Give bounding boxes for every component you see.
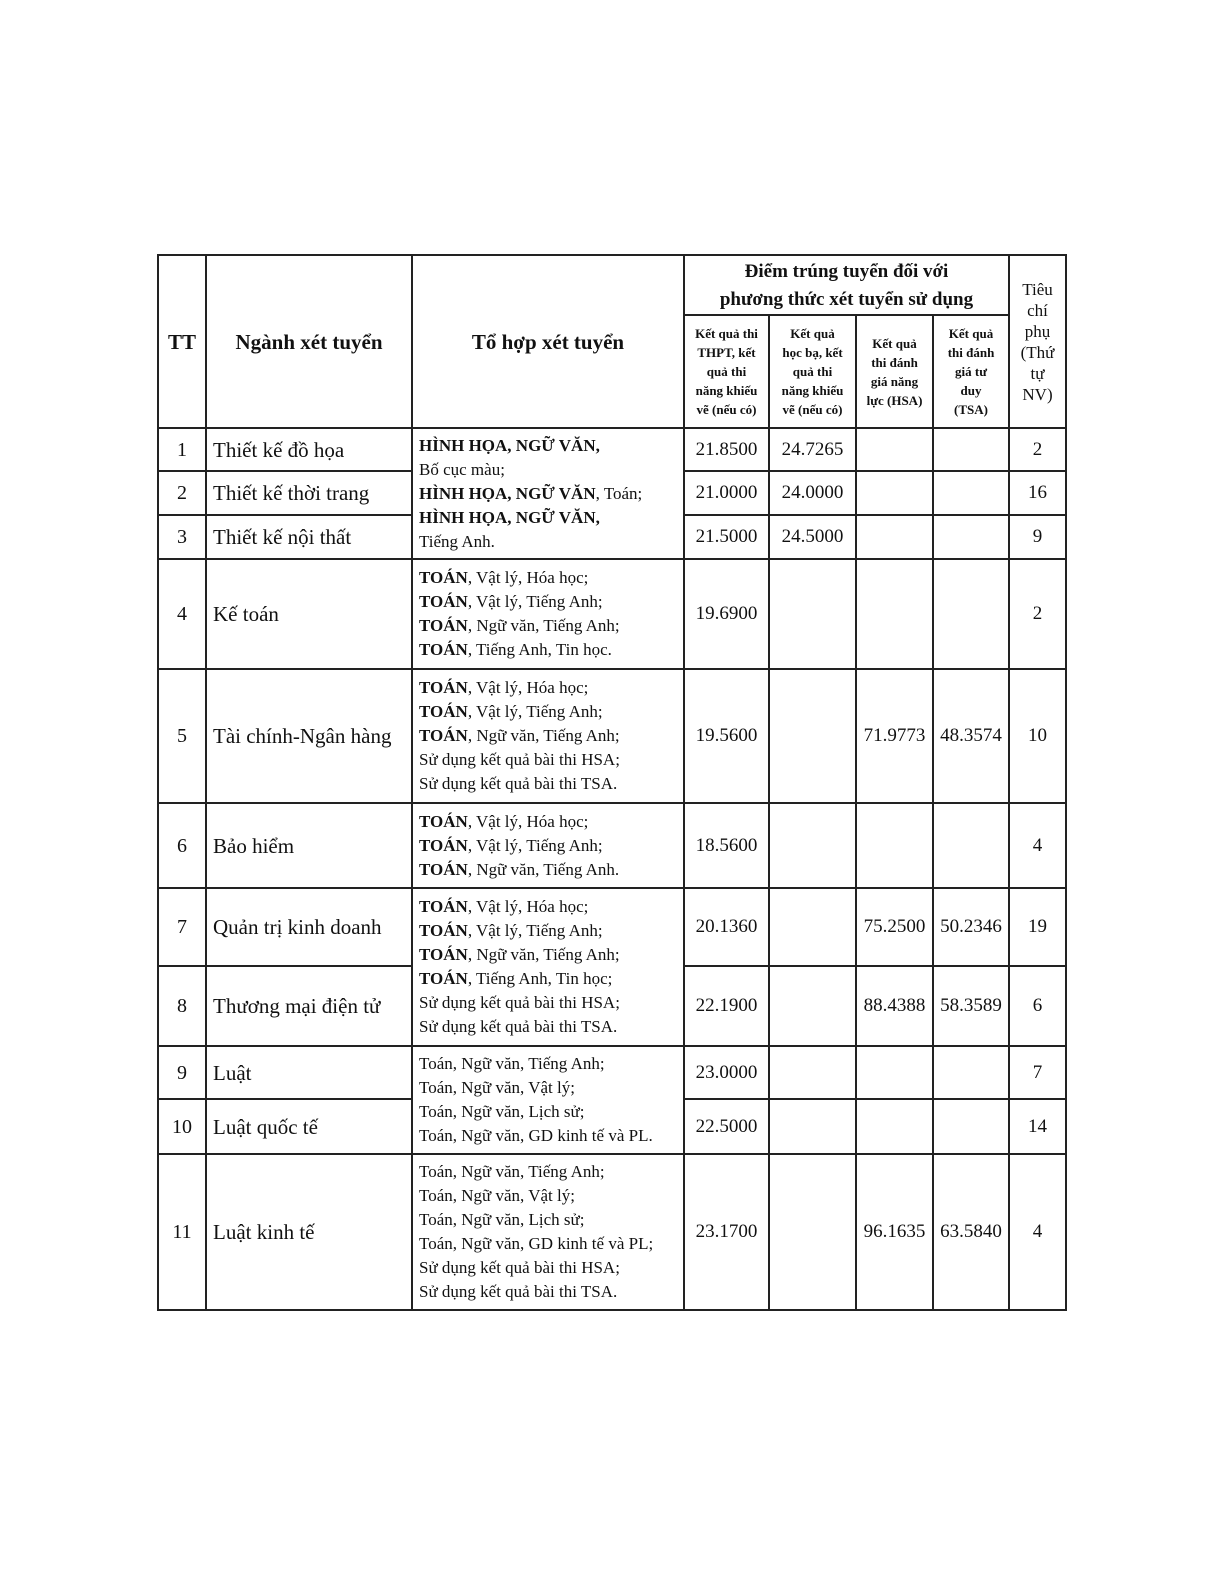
header-score-group [684, 255, 1009, 315]
combo-text: Toán, Ngữ văn, Vật lý; [419, 1186, 575, 1205]
score-hocba: 24.5000 [769, 515, 856, 559]
header-sub-line: quả thi [706, 364, 747, 379]
combo-text: , Ngữ văn, Tiếng Anh; [467, 726, 620, 745]
score-tsa: 50.2346 [933, 888, 1009, 966]
combo-bold: TOÁN [419, 616, 468, 635]
combo-bold: TOÁN [419, 835, 468, 855]
score-thpt: 20.1360 [684, 888, 769, 966]
combo-text: , Ngữ văn, Tiếng Anh; [467, 945, 620, 964]
header-hocba [769, 315, 856, 428]
score-thpt: 21.0000 [684, 471, 769, 515]
combo-line [419, 676, 683, 700]
header-side-line: NV) [1022, 384, 1053, 404]
combo-line [419, 700, 683, 724]
combo-line [419, 834, 683, 858]
combo-line [419, 1280, 683, 1304]
header-side-line: Tiêu [1022, 279, 1053, 299]
combo-bold: TOÁN [419, 640, 468, 659]
row-tt: 1 [158, 428, 206, 471]
combo-line [419, 482, 683, 506]
header-tsa [933, 315, 1009, 428]
score-tsa: 58.3589 [933, 966, 1009, 1046]
score-hsa [856, 471, 933, 515]
row-major: Luật [206, 1046, 412, 1099]
combo-text: Tiếng Anh. [419, 531, 495, 551]
combo-ketoan [412, 559, 684, 669]
combo-line [419, 724, 683, 748]
score-nv: 19 [1009, 888, 1066, 966]
score-thpt: 18.5600 [684, 803, 769, 888]
header-sub-line: giá năng [870, 373, 919, 389]
combo-text: , Toán; [595, 483, 643, 503]
combo-text: , Vật lý, Tiếng Anh; [467, 702, 603, 721]
row-tt: 7 [158, 888, 206, 966]
score-hsa [856, 1099, 933, 1154]
header-sub-line: lực (HSA) [866, 392, 923, 408]
combo-line [419, 772, 683, 796]
row-major: Thiết kế nội thất [206, 515, 412, 559]
combo-luatkt [412, 1154, 684, 1310]
combo-line [419, 1208, 683, 1232]
row-major: Bảo hiểm [206, 803, 412, 888]
combo-line [419, 638, 683, 662]
combo-bold: TOÁN [419, 859, 468, 879]
header-side-line: tự [1030, 363, 1045, 383]
header-sub-line: năng khiếu [695, 383, 758, 398]
score-tsa [933, 1046, 1009, 1099]
score-nv: 2 [1009, 559, 1066, 669]
row-major: Luật kinh tế [206, 1154, 412, 1310]
combo-text: Toán, Ngữ văn, Tiếng Anh; [419, 1162, 605, 1181]
combo-line [419, 895, 683, 919]
combo-line [419, 1232, 683, 1256]
combo-line [419, 614, 683, 638]
score-nv: 2 [1009, 428, 1066, 471]
header-thpt [684, 315, 769, 428]
combo-line [419, 967, 683, 991]
score-thpt: 23.0000 [684, 1046, 769, 1099]
combo-bold: TOÁN [419, 678, 468, 697]
combo-line [419, 1184, 683, 1208]
combo-line [419, 434, 683, 458]
combo-taichinh [412, 669, 684, 803]
combo-bold: TOÁN [419, 702, 468, 721]
score-tsa [933, 559, 1009, 669]
header-combo: Tổ hợp xét tuyển [412, 255, 684, 428]
combo-text: , Vật lý, Hóa học; [467, 678, 589, 697]
header-sub-line: Kết quả [872, 335, 917, 351]
score-tsa [933, 803, 1009, 888]
combo-bold: TOÁN [419, 969, 468, 988]
row-major: Quản trị kinh doanh [206, 888, 412, 966]
score-hsa [856, 428, 933, 471]
combo-bold: TOÁN [419, 921, 468, 940]
table-row [158, 1046, 1066, 1099]
header-sub-line: giá tư [955, 364, 987, 379]
score-tsa: 48.3574 [933, 669, 1009, 803]
combo-line [419, 858, 683, 882]
combo-bold: TOÁN [419, 945, 468, 964]
row-tt: 9 [158, 1046, 206, 1099]
combo-line [419, 530, 683, 554]
score-thpt: 19.5600 [684, 669, 769, 803]
table-row [158, 669, 1066, 803]
combo-line [419, 748, 683, 772]
score-hsa: 71.9773 [856, 669, 933, 803]
row-tt: 11 [158, 1154, 206, 1310]
table-row [158, 428, 1066, 471]
score-nv: 6 [1009, 966, 1066, 1046]
header-side-criteria [1009, 255, 1066, 428]
score-hocba [769, 1099, 856, 1154]
score-tsa [933, 515, 1009, 559]
combo-line [419, 1124, 683, 1148]
row-major: Thương mại điện tử [206, 966, 412, 1046]
header-tt: TT [158, 255, 206, 428]
score-hocba: 24.7265 [769, 428, 856, 471]
header-sub-line: THPT, kết [697, 345, 756, 360]
combo-line [419, 458, 683, 482]
header-major: Ngành xét tuyển [206, 255, 412, 428]
row-major: Thiết kế đồ họa [206, 428, 412, 471]
score-hocba [769, 1046, 856, 1099]
combo-line [419, 1160, 683, 1184]
combo-bold: TOÁN [419, 726, 468, 745]
header-sub-line: vẽ (nếu có) [696, 402, 757, 417]
header-sub-line: Kết quả thi [695, 326, 758, 341]
score-nv: 14 [1009, 1099, 1066, 1154]
header-hsa [856, 315, 933, 428]
combo-text: Bố cục màu; [419, 459, 505, 479]
header-sub-line: vẽ (nếu có) [782, 402, 843, 417]
row-tt: 5 [158, 669, 206, 803]
combo-text: Sử dụng kết quả bài thi HSA; [419, 750, 620, 769]
combo-text: , Ngữ văn, Tiếng Anh; [467, 616, 620, 635]
header-side-line: (Thứ [1020, 342, 1055, 362]
combo-design [412, 428, 684, 559]
combo-text: Sử dụng kết quả bài thi HSA; [419, 1258, 620, 1277]
table-row [158, 1154, 1066, 1310]
header-sub-line: duy [960, 383, 982, 398]
score-hsa [856, 515, 933, 559]
score-hocba [769, 669, 856, 803]
score-thpt: 19.6900 [684, 559, 769, 669]
combo-line [419, 590, 683, 614]
row-major: Thiết kế thời trang [206, 471, 412, 515]
row-tt: 6 [158, 803, 206, 888]
score-hocba [769, 803, 856, 888]
table-row [158, 803, 1066, 888]
header-sub-line: học bạ, kết [782, 345, 843, 360]
row-tt: 2 [158, 471, 206, 515]
combo-text: Sử dụng kết quả bài thi HSA; [419, 993, 620, 1012]
combo-text: , Vật lý, Hóa học; [467, 568, 589, 587]
combo-text: , Vật lý, Tiếng Anh; [467, 592, 603, 611]
score-nv: 9 [1009, 515, 1066, 559]
header-sub-line: thi đánh [947, 345, 995, 360]
table-row [158, 888, 1066, 966]
combo-line [419, 1015, 683, 1039]
score-hsa: 96.1635 [856, 1154, 933, 1310]
score-thpt: 22.1900 [684, 966, 769, 1046]
table-row [158, 559, 1066, 669]
combo-bold: TOÁN [419, 897, 468, 916]
score-nv: 4 [1009, 1154, 1066, 1310]
combo-text: Toán, Ngữ văn, Lịch sử; [419, 1210, 585, 1229]
combo-text: Sử dụng kết quả bài thi TSA. [419, 774, 618, 793]
combo-text: Toán, Ngữ văn, Lịch sử; [419, 1102, 585, 1121]
combo-bold: HÌNH HỌA, NGỮ VĂN, [419, 507, 600, 527]
row-tt: 3 [158, 515, 206, 559]
score-tsa: 63.5840 [933, 1154, 1009, 1310]
score-hsa: 75.2500 [856, 888, 933, 966]
score-tsa [933, 1099, 1009, 1154]
combo-qtkd [412, 888, 684, 1046]
header-sub-line: năng khiếu [781, 383, 844, 398]
combo-line [419, 566, 683, 590]
score-thpt: 22.5000 [684, 1099, 769, 1154]
combo-text: Toán, Ngữ văn, Vật lý; [419, 1078, 575, 1097]
score-nv: 16 [1009, 471, 1066, 515]
header-sub-line: Kết quả [948, 326, 994, 341]
header-sub-line: quả thi [792, 364, 833, 379]
combo-line [419, 1076, 683, 1100]
combo-line [419, 1052, 683, 1076]
combo-text: , Vật lý, Tiếng Anh; [467, 921, 603, 940]
combo-line [419, 1256, 683, 1280]
combo-bold: TOÁN [419, 811, 468, 831]
row-tt: 10 [158, 1099, 206, 1154]
combo-text: Toán, Ngữ văn, GD kinh tế và PL; [419, 1234, 654, 1253]
header-sub-line: thi đánh [871, 354, 918, 370]
score-thpt: 23.1700 [684, 1154, 769, 1310]
header-sub-line: Kết quả [790, 326, 835, 341]
combo-bold: HÌNH HỌA, NGỮ VĂN [419, 483, 596, 503]
admission-score-table [157, 254, 1067, 1311]
score-tsa [933, 428, 1009, 471]
row-major: Kế toán [206, 559, 412, 669]
combo-line [419, 1100, 683, 1124]
combo-text: Toán, Ngữ văn, Tiếng Anh; [419, 1054, 605, 1073]
score-tsa [933, 471, 1009, 515]
score-hsa [856, 1046, 933, 1099]
score-thpt: 21.8500 [684, 428, 769, 471]
score-hocba [769, 888, 856, 966]
score-hsa [856, 803, 933, 888]
score-nv: 4 [1009, 803, 1066, 888]
score-nv: 10 [1009, 669, 1066, 803]
header-sub-line: (TSA) [954, 402, 988, 417]
combo-text: , Ngữ văn, Tiếng Anh. [467, 859, 620, 879]
combo-text: Sử dụng kết quả bài thi TSA. [419, 1017, 618, 1036]
row-major: Tài chính-Ngân hàng [206, 669, 412, 803]
combo-bold: TOÁN [419, 592, 468, 611]
row-major: Luật quốc tế [206, 1099, 412, 1154]
score-hocba: 24.0000 [769, 471, 856, 515]
score-nv: 7 [1009, 1046, 1066, 1099]
header-side-line: phụ [1024, 321, 1051, 341]
combo-text: , Vật lý, Hóa học; [467, 811, 589, 831]
combo-text: Toán, Ngữ văn, GD kinh tế và PL. [419, 1126, 653, 1145]
header-side-line: chí [1027, 300, 1048, 320]
combo-line [419, 810, 683, 834]
score-hsa: 88.4388 [856, 966, 933, 1046]
combo-text: Sử dụng kết quả bài thi TSA. [419, 1282, 618, 1301]
combo-bold: TOÁN [419, 568, 468, 587]
score-hocba [769, 559, 856, 669]
combo-text: , Tiếng Anh, Tin học; [467, 969, 613, 988]
combo-line [419, 991, 683, 1015]
row-tt: 8 [158, 966, 206, 1046]
header-group-line: Điểm trúng tuyển đối với [744, 261, 949, 282]
combo-text: , Vật lý, Tiếng Anh; [467, 835, 603, 855]
combo-text: , Vật lý, Hóa học; [467, 897, 589, 916]
combo-line [419, 943, 683, 967]
score-hsa [856, 559, 933, 669]
combo-bold: HÌNH HỌA, NGỮ VĂN, [419, 435, 600, 455]
combo-text: , Tiếng Anh, Tin học. [467, 640, 612, 659]
combo-baohiem [412, 803, 684, 888]
score-thpt: 21.5000 [684, 515, 769, 559]
score-hocba [769, 966, 856, 1046]
header-group-line: phương thức xét tuyển sử dụng [719, 289, 974, 310]
score-hocba [769, 1154, 856, 1310]
combo-line [419, 506, 683, 530]
combo-line [419, 919, 683, 943]
combo-luat [412, 1046, 684, 1154]
row-tt: 4 [158, 559, 206, 669]
